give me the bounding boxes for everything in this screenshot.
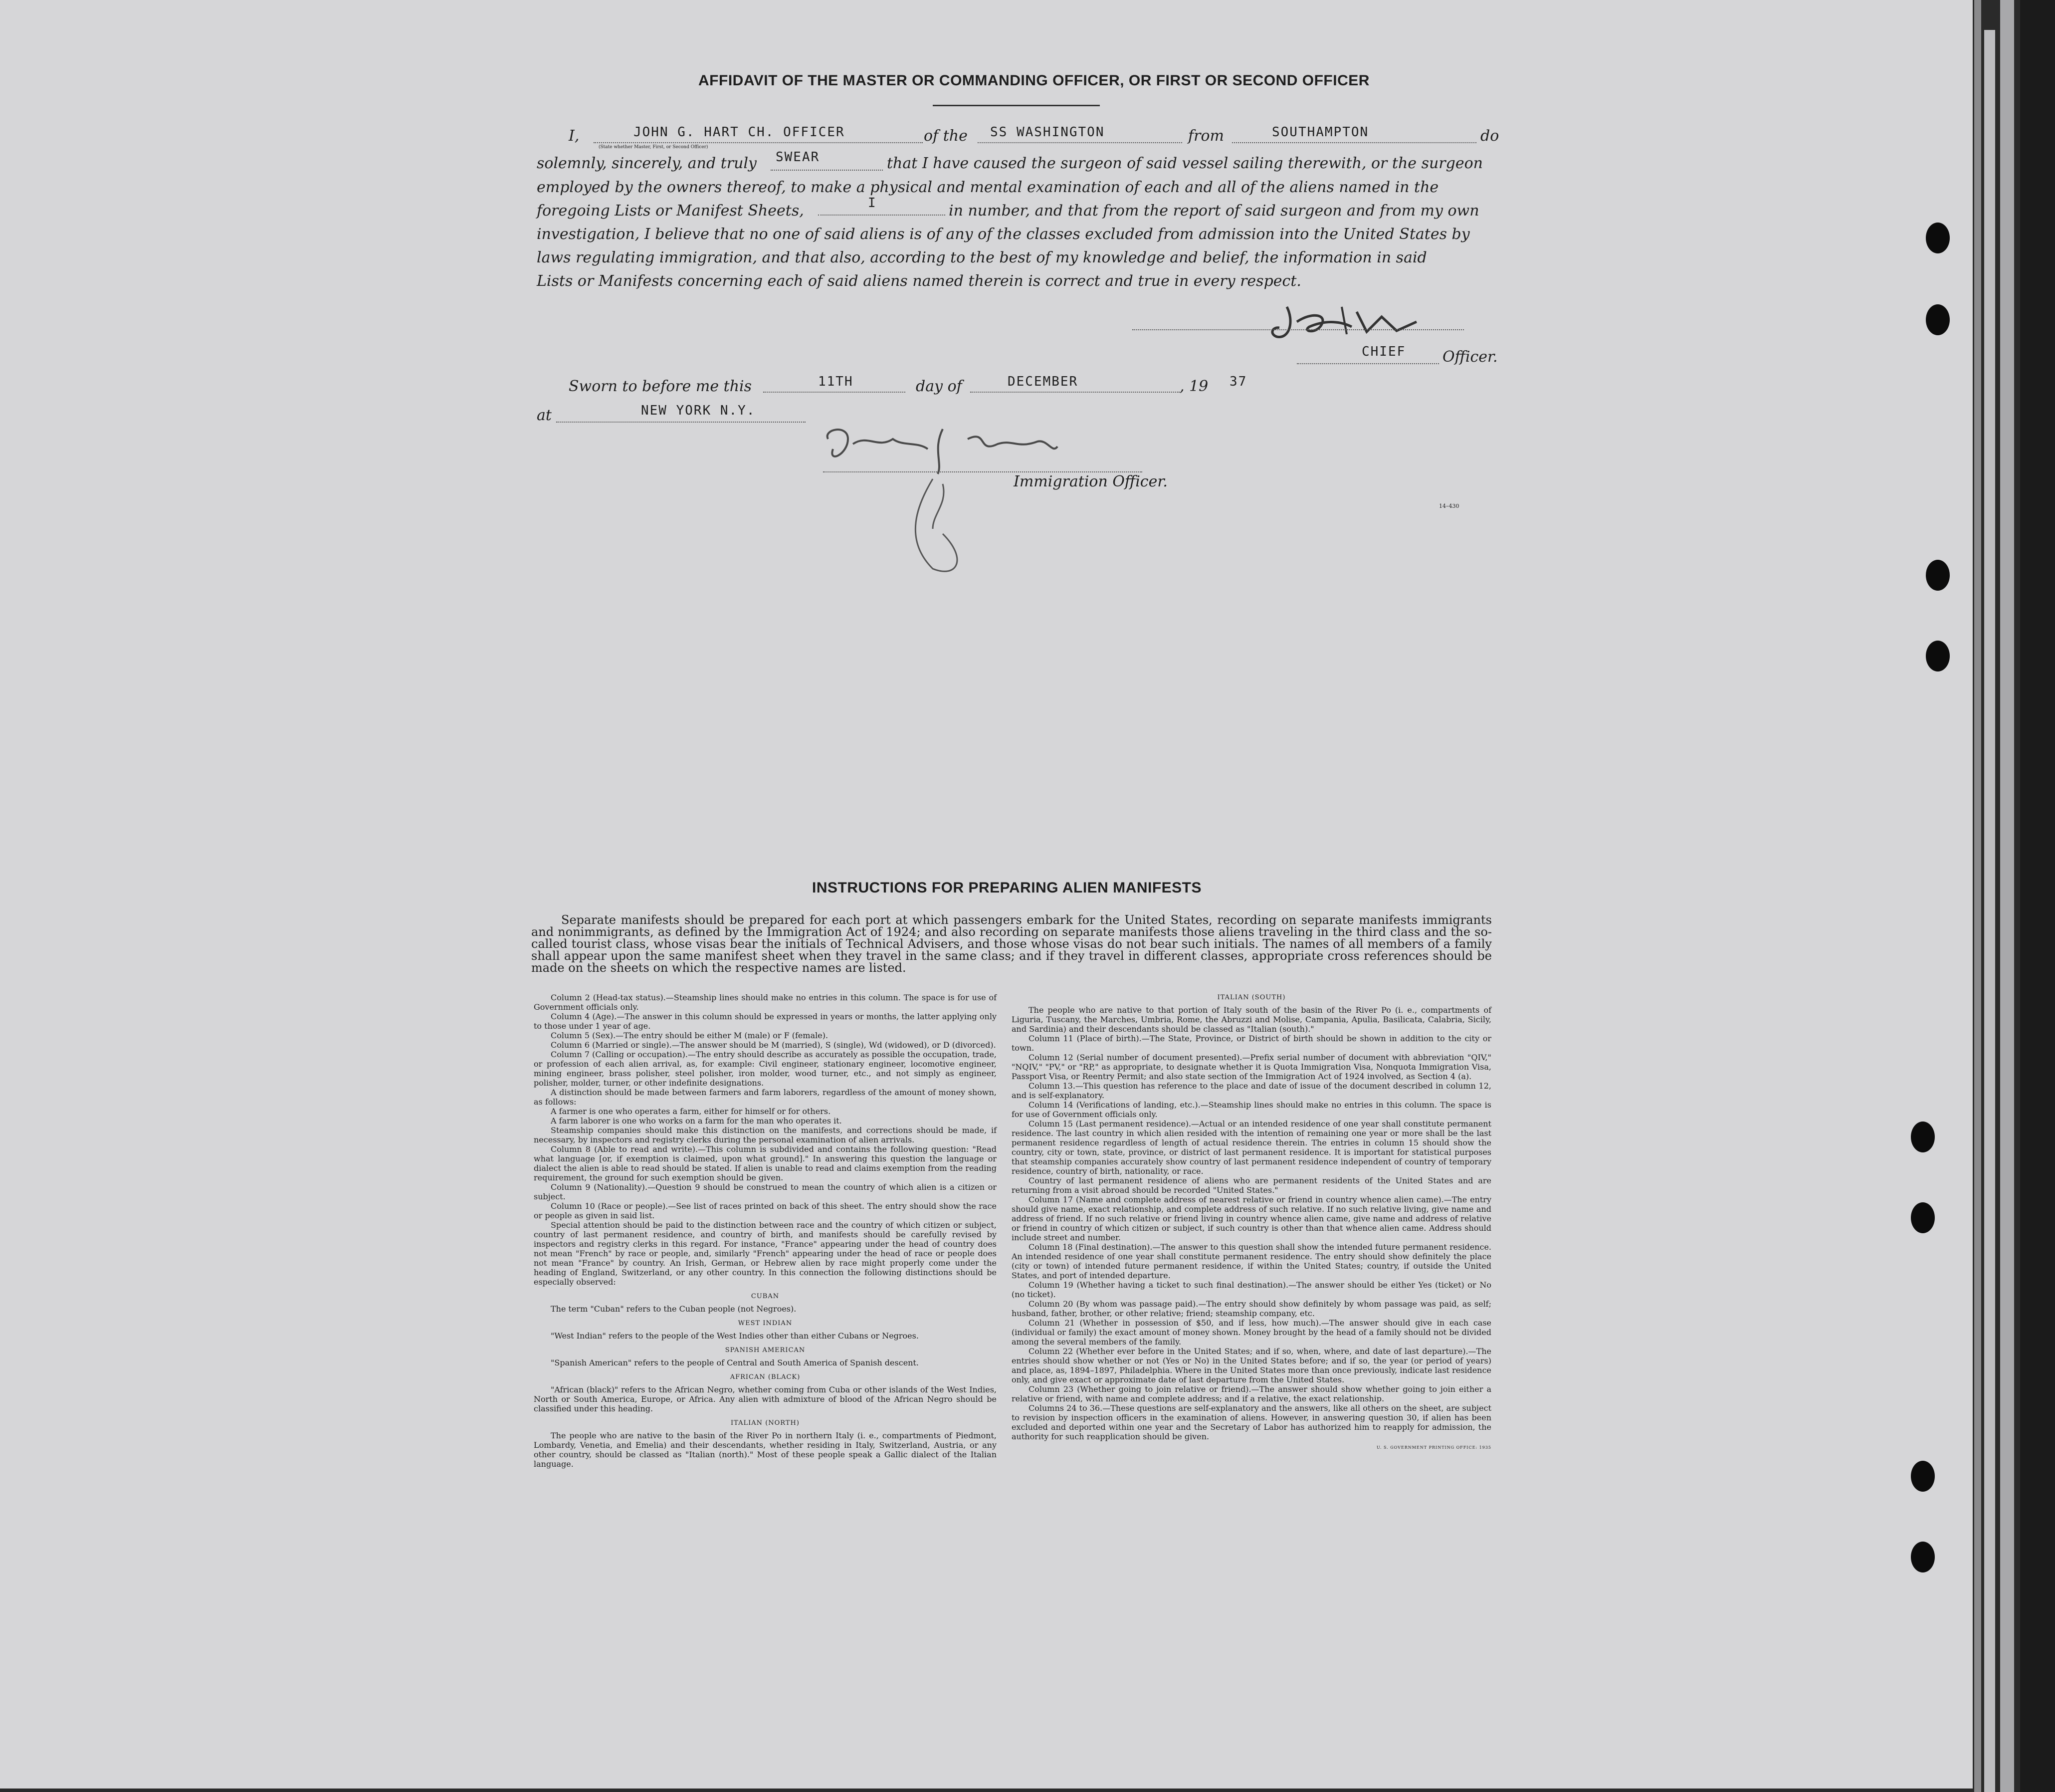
section-heading: AFRICAN (BLACK) — [730, 1373, 801, 1381]
section-heading: SPANISH AMERICAN — [725, 1346, 806, 1354]
instruction-paragraph: "Spanish American" refers to the people of Central and South America of Spanish descent. — [551, 1358, 919, 1367]
affidavit-title: AFFIDAVIT OF THE MASTER OR COMMANDING OFFICER, OR FIRST OR SECOND OFFICER — [698, 72, 1370, 89]
instruction-paragraph: Column 5 (Sex).—The entry should be either M (male) or F (female). — [551, 1031, 828, 1040]
section-heading: WEST INDIAN — [738, 1320, 793, 1327]
sworn-month-line — [970, 392, 1180, 393]
sworn-day-line — [763, 392, 905, 393]
binder-edge — [2020, 0, 2055, 1792]
sheet-count: I — [868, 196, 877, 211]
word-officer: Officer. — [1442, 348, 1498, 366]
section-heading: ITALIAN (NORTH) — [731, 1419, 800, 1427]
word-of-the: of the — [924, 127, 968, 145]
immigration-officer-label: Immigration Officer. — [1014, 473, 1168, 490]
affidavit-text: laws regulating immigration, and that also, according to the best of my knowledge and belief, the information in said — [537, 249, 1427, 266]
word-from: from — [1188, 127, 1224, 145]
punch-hole — [1926, 641, 1950, 672]
punch-hole — [1926, 223, 1950, 253]
vessel-line — [978, 142, 1182, 143]
punch-hole — [1911, 1202, 1935, 1233]
oath-line — [771, 170, 883, 171]
oath-word: SWEAR — [776, 150, 820, 165]
instruction-paragraph: "African (black)" refers to the African Negro, whether coming from Cuba or other islands of the West Indies, North or South America, Europe, or Africa. Any alien with admixture of blood of the African Negro should be classified under this heading. — [534, 1385, 997, 1413]
binder-edge — [2000, 0, 2014, 1792]
instructions-intro: Separate manifests should be prepared for each port at which passengers embark for the United States, recording on separate manifests immigrants and nonimmigrants, as defined by the Immigration Act of 1924; and also recording on separate manifests those aliens traveling in the third class and the so-called tourist class, whose visas bear the initials of Technical Advisers, and those whose visas do not bear such initials. The names of all members of a family shall appear upon the same manifest sheet when they travel in the same class; and if they travel in different classes, appropriate cross references should be made on the sheets on which the respective names are listed. — [531, 913, 1492, 975]
sworn-place: NEW YORK N.Y. — [641, 403, 756, 418]
word-do: do — [1480, 127, 1499, 145]
instruction-paragraph: Column 9 (Nationality).—Question 9 should be construed to mean the country of which alien is a citizen or subject. — [534, 1182, 997, 1201]
instruction-paragraph: Column 23 (Whether going to join relative or friend).—The answer should show whether going to join either a relative or friend, with name and complete address; and if a relative, the exact relationship. — [1012, 1384, 1491, 1403]
affidavit-text: Lists or Manifests concerning each of said aliens named therein is correct and true in every respect. — [537, 272, 1301, 290]
instruction-paragraph: Column 11 (Place of birth).—The State, Province, or District of birth should be shown in addition to the city or town. — [1012, 1034, 1491, 1053]
instruction-paragraph: Column 22 (Whether ever before in the United States; and if so, when, where, and date of last departure).—The entries should show whether or not (Yes or No) in the United States before; and if so, the year (or period of years) and place, as, 1894–1897, Philadelphia. Where in the United States more than once previously, indicate last residence only, and give exact or approximate date of last departure from the United States. — [1012, 1346, 1491, 1384]
port-line — [1232, 142, 1476, 143]
affidavit-text: employed by the owners thereof, to make a physical and mental examination of each and all of the aliens named in the — [537, 179, 1439, 196]
word-solemnly: solemnly, sincerely, and truly — [537, 155, 757, 172]
word-i: I, — [569, 127, 580, 145]
punch-hole — [1926, 560, 1950, 591]
instruction-paragraph: Special attention should be paid to the distinction between race and the country of which citizen or subject, country of last permanent residence, and country of birth, and manifests should be carefully revised by inspectors and registry clerks in this regard. For instance, "France" appearing under the head of country does not mean "French" by race or people, and, similarly "French" appearing under the head of race or people does not mean "France" by country. An Irish, German, or Hebrew alien by race might properly come under the heading of England, Switzerland, or any other country. In this connection the following distinctions should be especially observed: — [534, 1220, 997, 1287]
instruction-paragraph: Column 20 (By whom was passage paid).—The entry should show definitely by whom passage was paid, as self; husband, father, brother, or other relative; friend; steamship company, etc. — [1012, 1299, 1491, 1318]
affidavit-text: in number, and that from the report of said surgeon and from my own — [949, 202, 1479, 220]
sworn-year: 37 — [1230, 374, 1247, 389]
word-sworn: Sworn to before me this — [569, 378, 752, 395]
form-number: 14–430 — [1439, 503, 1459, 509]
officer-signature — [1267, 292, 1432, 352]
rank-line — [1297, 363, 1439, 364]
instruction-paragraph: Column 7 (Calling or occupation).—The entry should describe as accurately as possible the occupation, trade, or profession of each alien arrival, as, for example: Civil engineer, stationary engineer, locomotive engineer, mining engineer, brass polisher, steel polisher, iron molder, wood turner, etc., and not simply as engineer, polisher, molder, turner, or other indefinite designations. — [534, 1050, 997, 1088]
section-heading: ITALIAN (SOUTH) — [1217, 994, 1286, 1001]
affidavit-text: foregoing Lists or Manifest Sheets, — [537, 202, 804, 220]
instruction-paragraph: The people who are native to that portion of Italy south of the basin of the River Po (i. e., compartments of Liguria, Tuscany, the Marches, Umbria, Rome, the Abruzzi and Molise, Campania, Apulia, Basilicata, Calabria, Sicily, and Sardinia) and their descendants should be classed as "Italian (south)." — [1012, 1005, 1491, 1034]
officer-name: JOHN G. HART CH. OFFICER — [633, 125, 845, 140]
word-day-of: day of — [916, 378, 962, 395]
binder-edge — [1984, 30, 1995, 1792]
instruction-paragraph: Columns 24 to 36.—These questions are self-explanatory and the answers, like all others on the sheet, are subject to revision by inspection officers in the examination of aliens. However, in answering question 30, if alien has been excluded and deported within one year and the Secretary of Labor has authorized him to reapply for admission, the authority for such reapplication should be given. — [1012, 1403, 1491, 1441]
punch-hole — [1911, 1542, 1935, 1572]
instruction-paragraph: Column 6 (Married or single).—The answer should be M (married), S (single), Wd (widowed), or D (divorced). — [551, 1040, 996, 1050]
instruction-paragraph: Column 15 (Last permanent residence).—Actual or an intended residence of one year shall constitute permanent residence. The last country in which alien resided with the intention of remaining one year or more shall be the last permanent residence regardless of length of actual residence therein. The entries in column 15 should show the country, city or town, state, province, or district of last permanent residence. It is important for statistical purposes that steamship companies accurately show country of last permanent residence independent of country of temporary residence, country of birth, nationality, or race. — [1012, 1119, 1491, 1176]
affidavit-text: that I have caused the surgeon of said vessel sailing therewith, or the surgeon — [887, 155, 1483, 172]
officer-rank: CHIEF — [1362, 344, 1406, 359]
instructions-left-column — [534, 993, 997, 1469]
instruction-paragraph: "West Indian" refers to the people of the West Indies other than either Cubans or Negroes. — [551, 1331, 919, 1341]
punch-hole — [1911, 1121, 1935, 1152]
instructions-title: INSTRUCTIONS FOR PREPARING ALIEN MANIFESTS — [812, 880, 1202, 896]
signature-line — [1132, 329, 1464, 330]
printer-imprint: U. S. GOVERNMENT PRINTING OFFICE: 1935 — [1376, 1445, 1491, 1450]
instruction-paragraph: Column 14 (Verifications of landing, etc.).—Steamship lines should make no entries in this column. The space is for use of Government officials only. — [1012, 1100, 1491, 1119]
instruction-paragraph: Column 10 (Race or people).—See list of races printed on back of this sheet. The entry should show the race or people as given in said list. — [534, 1201, 997, 1220]
immigration-officer-signature — [818, 419, 1097, 589]
word-at: at — [537, 407, 552, 424]
instruction-paragraph: Column 17 (Name and complete address of nearest relative or friend in country whence alien came).—The entry should give name, exact relationship, and complete address of such relative. If no such relative living, give name and address of friend. If no such relative or friend living in country whence alien came, give name and address of relative or friend in country of which citizen or subject, if such country is other than that whence alien came. Address should include street and number. — [1012, 1195, 1491, 1242]
instruction-paragraph: Column 19 (Whether having a ticket to such final destination).—The answer should be either Yes (ticket) or No (no ticket). — [1012, 1280, 1491, 1299]
instruction-paragraph: The people who are native to the basin of the River Po in northern Italy (i. e., compartments of Piedmont, Lombardy, Venetia, and Emelia) and their descendants, whether residing in Italy, Switzerland, Austria, or any other country, should be classed as "Italian (north)." Most of these people speak a Gallic dialect of the Italian language. — [534, 1431, 997, 1469]
officer-hint: (State whether Master, First, or Second Officer) — [599, 145, 708, 150]
place-line — [556, 422, 806, 423]
instruction-paragraph: Column 4 (Age).—The answer in this column should be expressed in years or months, the latter applying only to those under 1 year of age. — [534, 1012, 997, 1031]
instructions-right-column — [1012, 993, 1491, 1452]
instruction-paragraph: Column 8 (Able to read and write).—This column is subdivided and contains the following question: "Read what language [or, if exemption is claimed, upon what ground]." In answering this question the language or dialect the alien is able to read should be stated. If alien is unable to read and claims exemption from the reading requirement, the ground for such exemption should be given. — [534, 1144, 997, 1182]
instruction-paragraph: Column 18 (Final destination).—The answer to this question shall show the intended future permanent residence. An intended residence of one year shall constitute permanent residence. The entry should show definitely the place (city or town) of intended future permanent residence, if within the United States; country, if outside the United States, and port of intended departure. — [1012, 1242, 1491, 1280]
sworn-day: 11TH — [818, 374, 853, 389]
instruction-paragraph: Column 21 (Whether in possession of $50, and if less, how much).—The answer should give in each case (individual or family) the exact amount of money shown. Money brought by the head of a family should not be divided among the several members of the family. — [1012, 1318, 1491, 1346]
vessel-name: SS WASHINGTON — [990, 125, 1105, 140]
immigration-signature-line — [823, 471, 1142, 472]
punch-hole — [1911, 1461, 1935, 1492]
instruction-paragraph: A farm laborer is one who works on a farm for the man who operates it. — [551, 1116, 842, 1125]
title-rule — [933, 105, 1100, 106]
instruction-paragraph: A farmer is one who operates a farm, either for himself or for others. — [551, 1107, 831, 1116]
instruction-paragraph: A distinction should be made between farmers and farm laborers, regardless of the amount of money shown, as follows: — [534, 1088, 997, 1107]
binder-edge — [1974, 0, 1981, 1792]
word-nineteen: , 19 — [1180, 378, 1209, 395]
sheets-line — [818, 215, 945, 216]
affidavit-text: investigation, I believe that no one of said aliens is of any of the classes excluded from admission into the United States by — [537, 225, 1470, 243]
instruction-paragraph: Column 12 (Serial number of document presented).—Prefix serial number of document with abbreviation "QIV," "NQIV," "PV," or "RP," as appropriate, to designate whether it is Quota Immigration Visa, Nonquota Immigration Visa, Passport Visa, or Reentry Permit; and also state section of the Immigration Act of 1924 involved, as Section 4 (a). — [1012, 1053, 1491, 1081]
instruction-paragraph: Steamship companies should make this distinction on the manifests, and corrections should be made, if necessary, by inspectors and registry clerks during the personal examination of alien arrivals. — [534, 1125, 997, 1144]
instruction-paragraph: Column 2 (Head-tax status).—Steamship lines should make no entries in this column. The space is for use of Government officials only. — [534, 993, 997, 1012]
instruction-paragraph: Column 13.—This question has reference to the place and date of issue of the document described in column 12, and is self-explanatory. — [1012, 1081, 1491, 1100]
port-name: SOUTHAMPTON — [1272, 125, 1369, 140]
section-heading: CUBAN — [751, 1293, 780, 1300]
officer-name-line — [594, 142, 923, 143]
sworn-month: DECEMBER — [1008, 374, 1078, 389]
punch-hole — [1926, 304, 1950, 335]
instruction-paragraph: Country of last permanent residence of aliens who are permanent residents of the United States and are returning from a visit abroad should be recorded "United States." — [1012, 1176, 1491, 1195]
instruction-paragraph: The term "Cuban" refers to the Cuban people (not Negroes). — [551, 1304, 797, 1314]
